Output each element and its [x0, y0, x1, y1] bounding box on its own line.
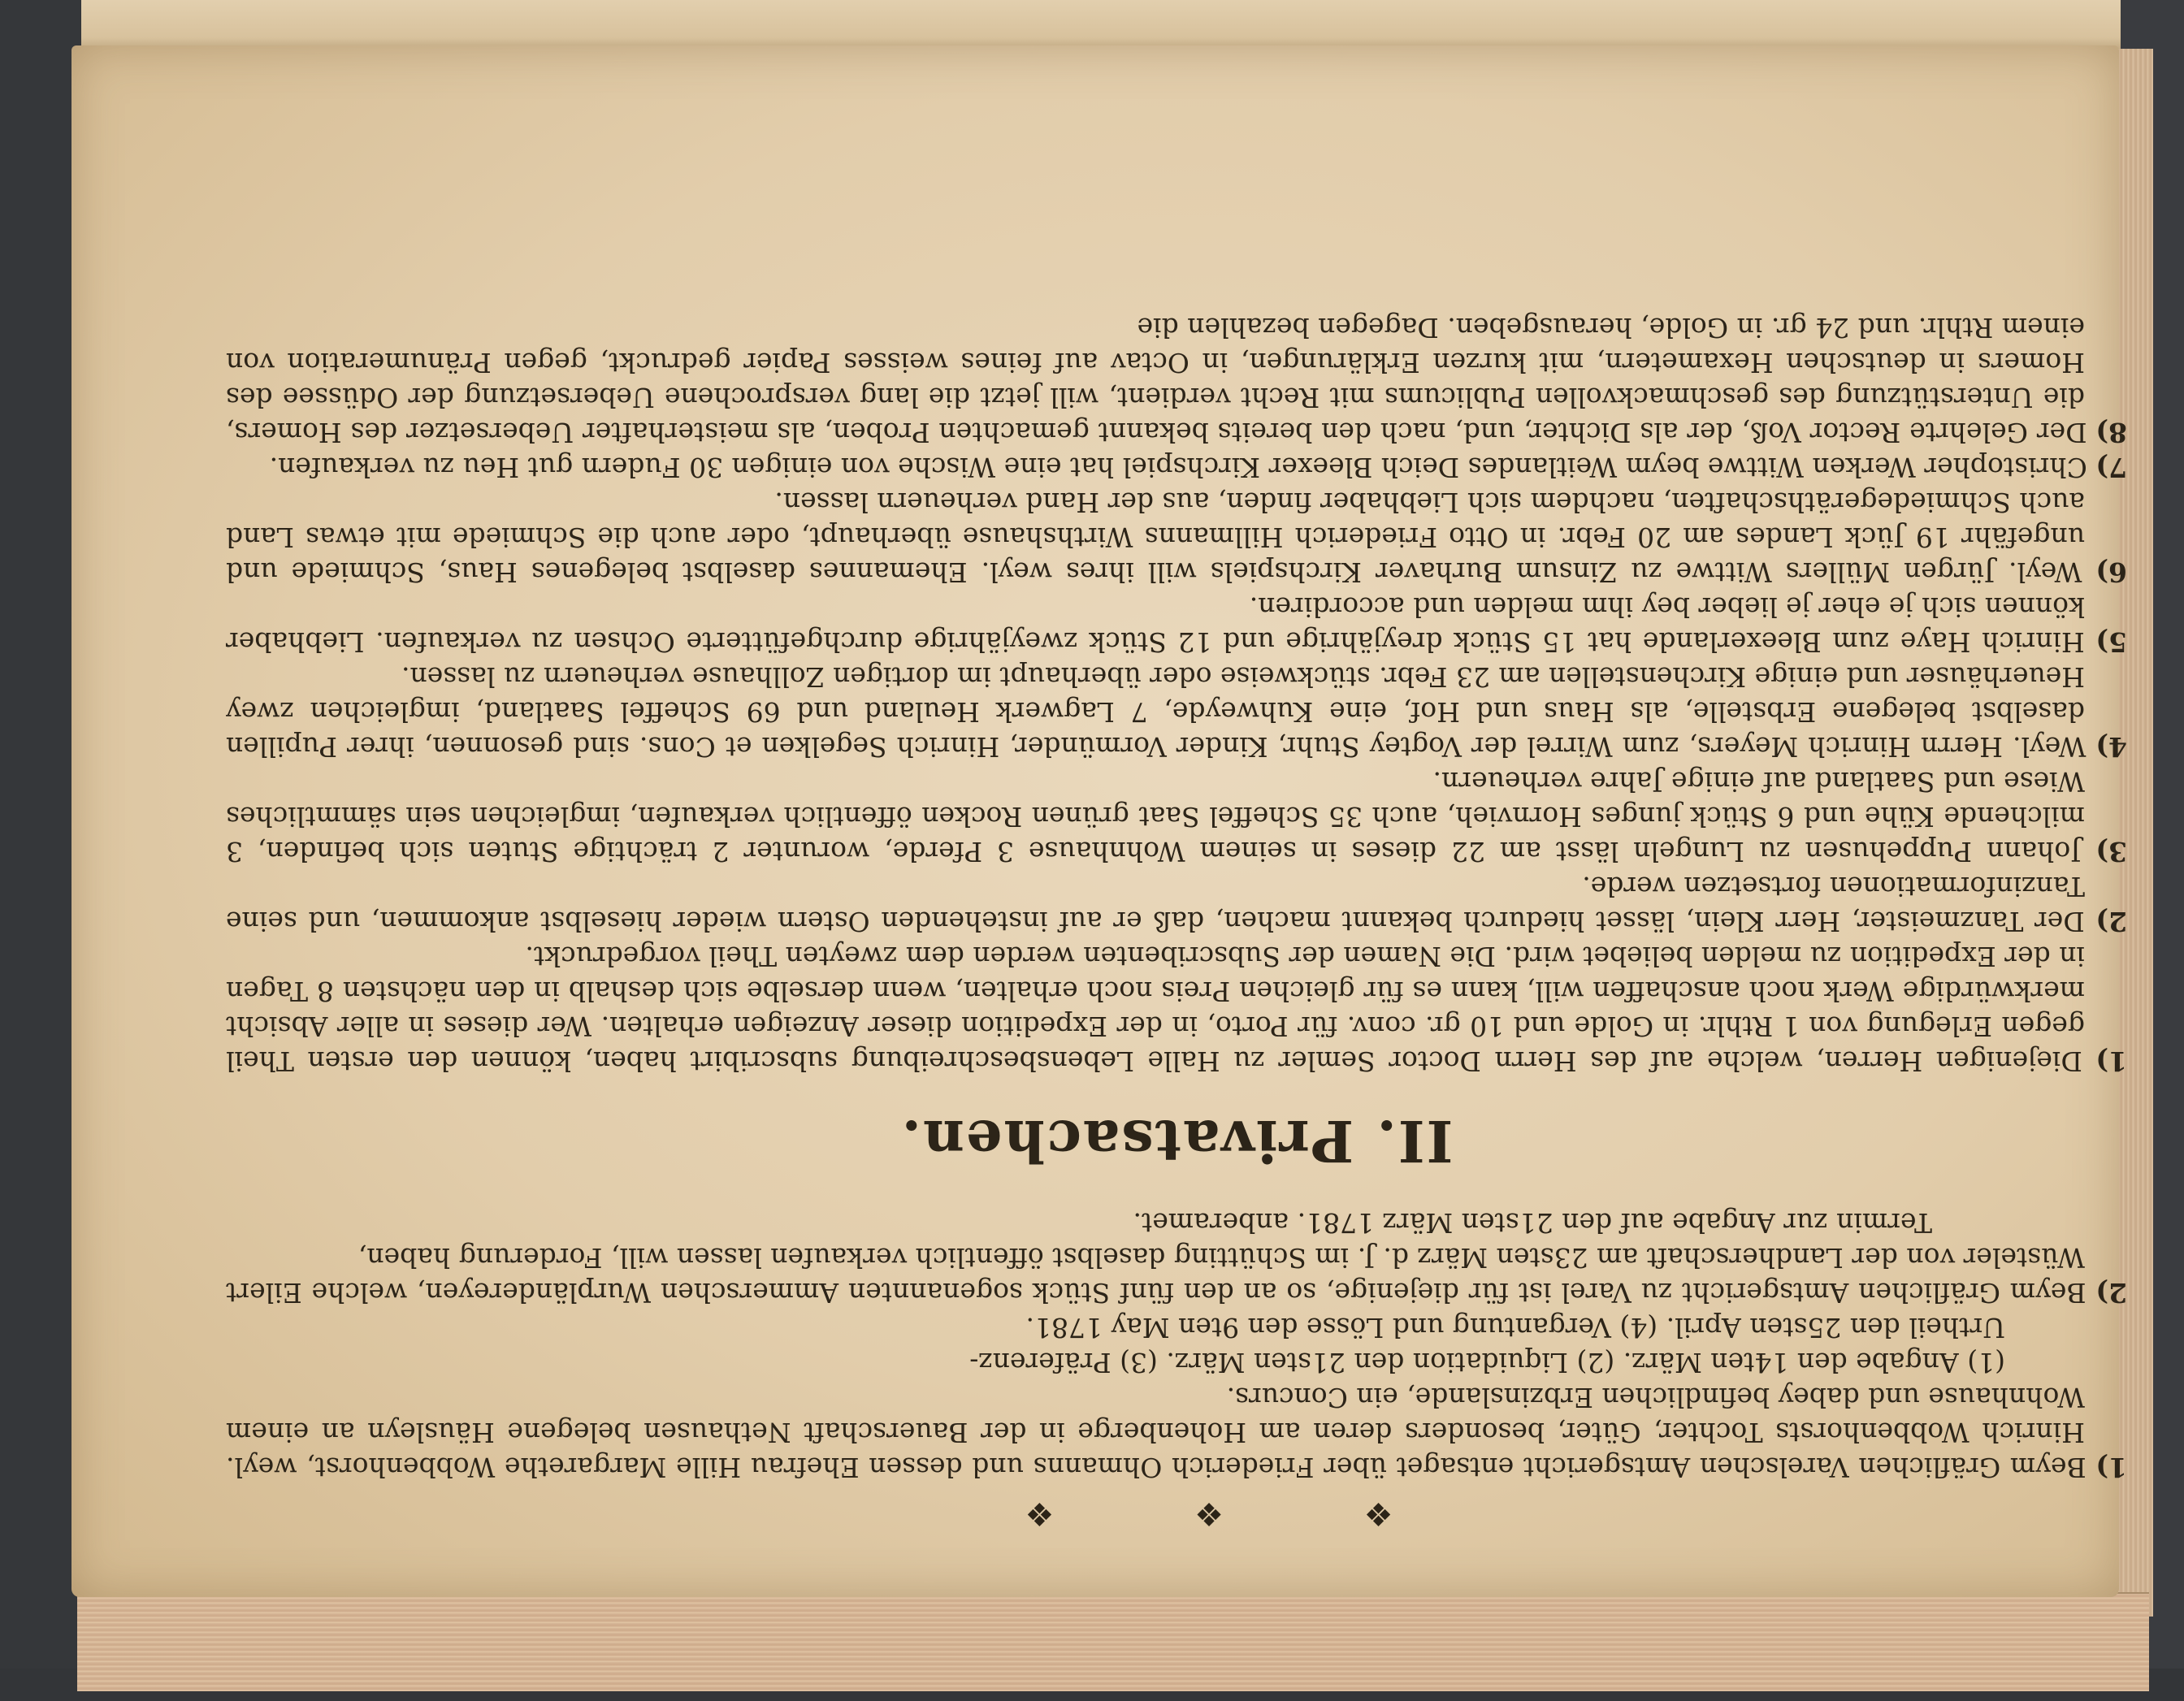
- item-text: Der Gelehrte Rector Voß, der als Dichter, und, nach den bereits bekannt gemachten Proben, als meisterhafter Uebersetzer des Homers, die Unterstützung des geschmackvollen Publicums mit Recht verdient, will jetzt die lang versprochene Uebersetzung der Odüssee des Homers in deutschen Hexametern, mit kurzen Erklärungen, in Octav auf feines weisses Papier gedruckt, gegen Pränumeration von einem Rthlr. und 24 gr. in Golde, herausgeben. Dagegen bezahlen die: [226, 312, 2087, 448]
- item-text: Beym Gräflichen Amtsgericht zu Varel ist für diejenige, so an den fünf Stück sogenannten Ammerschen Wurpländereyen, welche Eilert Wüsteler von der Landherschaft am 23sten März d. J. im Schütting daselbst öffentlich verkaufen lassen will, Forderung haben,: [226, 1242, 2086, 1309]
- item-number: 1): [2095, 1045, 2127, 1077]
- item-number: 7): [2095, 452, 2127, 483]
- dates-line-2: Urtheil den 25sten April. (4) Vergantung und Lösse den 9ten May 1781.: [1025, 1312, 2005, 1344]
- part-one-item-2: [226, 1240, 2127, 1310]
- item-text: Johann Puppehusen zu Lungeln lässt am 22 dieses in seinem Wohnhause 3 Pferde, worunter 2 trächtige Stuten sich befinden, 3 milchende Kühe und 6 Stück junges Hornvieh, auch 35 Scheffel Saat grünen Rocken öffentlich verkaufen, imgleichen sein sämmtliches Wiese und Saatland auf einige Jahre verheuern.: [226, 766, 2085, 868]
- item-number: 4): [2095, 731, 2127, 763]
- page-text-rotated: [226, 151, 2127, 1532]
- item-number: 2): [2095, 1277, 2127, 1309]
- private-item-7: [226, 450, 2127, 485]
- item-text: Hinrich Haye zum Bleexerlande hat 15 Stück dreyjährige und 12 Stück zweyjährige durchgefütterte Ochsen zu verkaufen. Liebhaber können sich je eher je lieber bey ihm melden und accordiren.: [226, 591, 2085, 658]
- part-one-item-1: [226, 1380, 2127, 1485]
- item-text: Weyl. Herrn Hinrich Meyers, zum Wirrel der Vogtey Stuhr, Kinder Vormünder, Hinrich Segelken et Cons. sind gesonnen, ihrer Pupillen daselbst belegene Erbstelle, als Haus und Hof, eine Kuhweyde, 7 Lagwerk Heuland und 69 Scheffel Saatland, imgleichen zwey Heuerhäuser und einige Kirchenstellen am 23 Febr. stückweise oder überhaupt im dortigen Zollhause verheuern zu lassen.: [226, 661, 2086, 763]
- item-text: Beym Gräflichen Varelschen Amtsgericht entsaget über Friederich Ohmanns und dessen Ehefrau Hille Margarethe Wobbenhorst, weyl. Hinrich Wobbenhorsts Tochter, Güter, besonders deren am Hohenberge in der Bauerschaft Nethausen belegene Häusleyn an einem Wohnhause und dabey befindlichen Erbzinslande, ein Concurs.: [226, 1382, 2086, 1483]
- item-number: 1): [2095, 1452, 2127, 1483]
- item-number: 6): [2095, 556, 2127, 588]
- private-item-8: [226, 310, 2127, 450]
- private-item-1: [226, 939, 2127, 1079]
- section-title: II. Privatsachen.: [899, 1107, 1454, 1175]
- private-item-2: [226, 869, 2127, 939]
- item-text: Christopher Werken Wittwe beym Weitlandes Deich Bleexer Kirchspiel hat eine Wische von einigen 30 Fudern gut Heu zu verkaufen.: [269, 452, 2087, 483]
- item-number: 3): [2095, 836, 2127, 868]
- item-text: Der Tanzmeister, Herr Klein, lässet hiedurch bekannt machen, daß er auf instehenden Ostern wieder hieselbst ankommen, und seine Tanzinformationen fortsetzen werde.: [226, 871, 2085, 937]
- item-number: 2): [2095, 906, 2127, 937]
- item-text: Weyl. Jürgen Müllers Wittwe zu Zinsum Burhaver Kirchspiels will ihres weyl. Ehemannes daselbst belegenes Haus, Schmiede und ungefähr 19 Jück Landes am 20 Febr. in Otto Friederich Hillmanns Wirthshause überhaupt, oder auch die Schmiede mit etwas Land auch Schmiedegeräthschaften, nachdem sich Liebhaber finden, aus der Hand verheuern lassen.: [226, 487, 2085, 588]
- item-number: 5): [2095, 626, 2127, 658]
- ornament-row: ❖ ❖ ❖: [960, 1495, 1393, 1532]
- item-text: Diejenigen Herren, welche auf des Herrn Doctor Semler zu Halle Lebensbeschreibung subscribirt haben, können den ersten Theil gegen Erlegung von 1 Rthlr. in Golde und 10 gr. conv. für Porto, in der Expedition dieser Anzeigen erhalten. Wer dieses in aller Absicht merkwürdige Werk noch anschaffen will, kann es für gleichen Preis noch erhalten, wenn derselbe sich deshalb in den nächsten 8 Tagen in der Expedition zu melden beliebet wird. Die Namen der Subscribenten werden dem zweyten Theil vorgedruckt.: [226, 941, 2085, 1077]
- private-item-6: [226, 485, 2127, 590]
- item-number: 8): [2095, 417, 2127, 448]
- book-page: [72, 45, 2127, 1597]
- private-item-5: [226, 590, 2127, 660]
- private-item-3: [226, 764, 2127, 869]
- termin-line: Termin zur Angabe auf den 21sten März 1781. anberamet.: [1133, 1207, 1932, 1239]
- book-page-edges: [77, 1592, 2149, 1691]
- private-item-4: [226, 660, 2127, 764]
- dates-line: (1) Angabe den 14ten März. (2) Liquidation den 21sten März. (3) Präferenz-: [969, 1347, 2005, 1379]
